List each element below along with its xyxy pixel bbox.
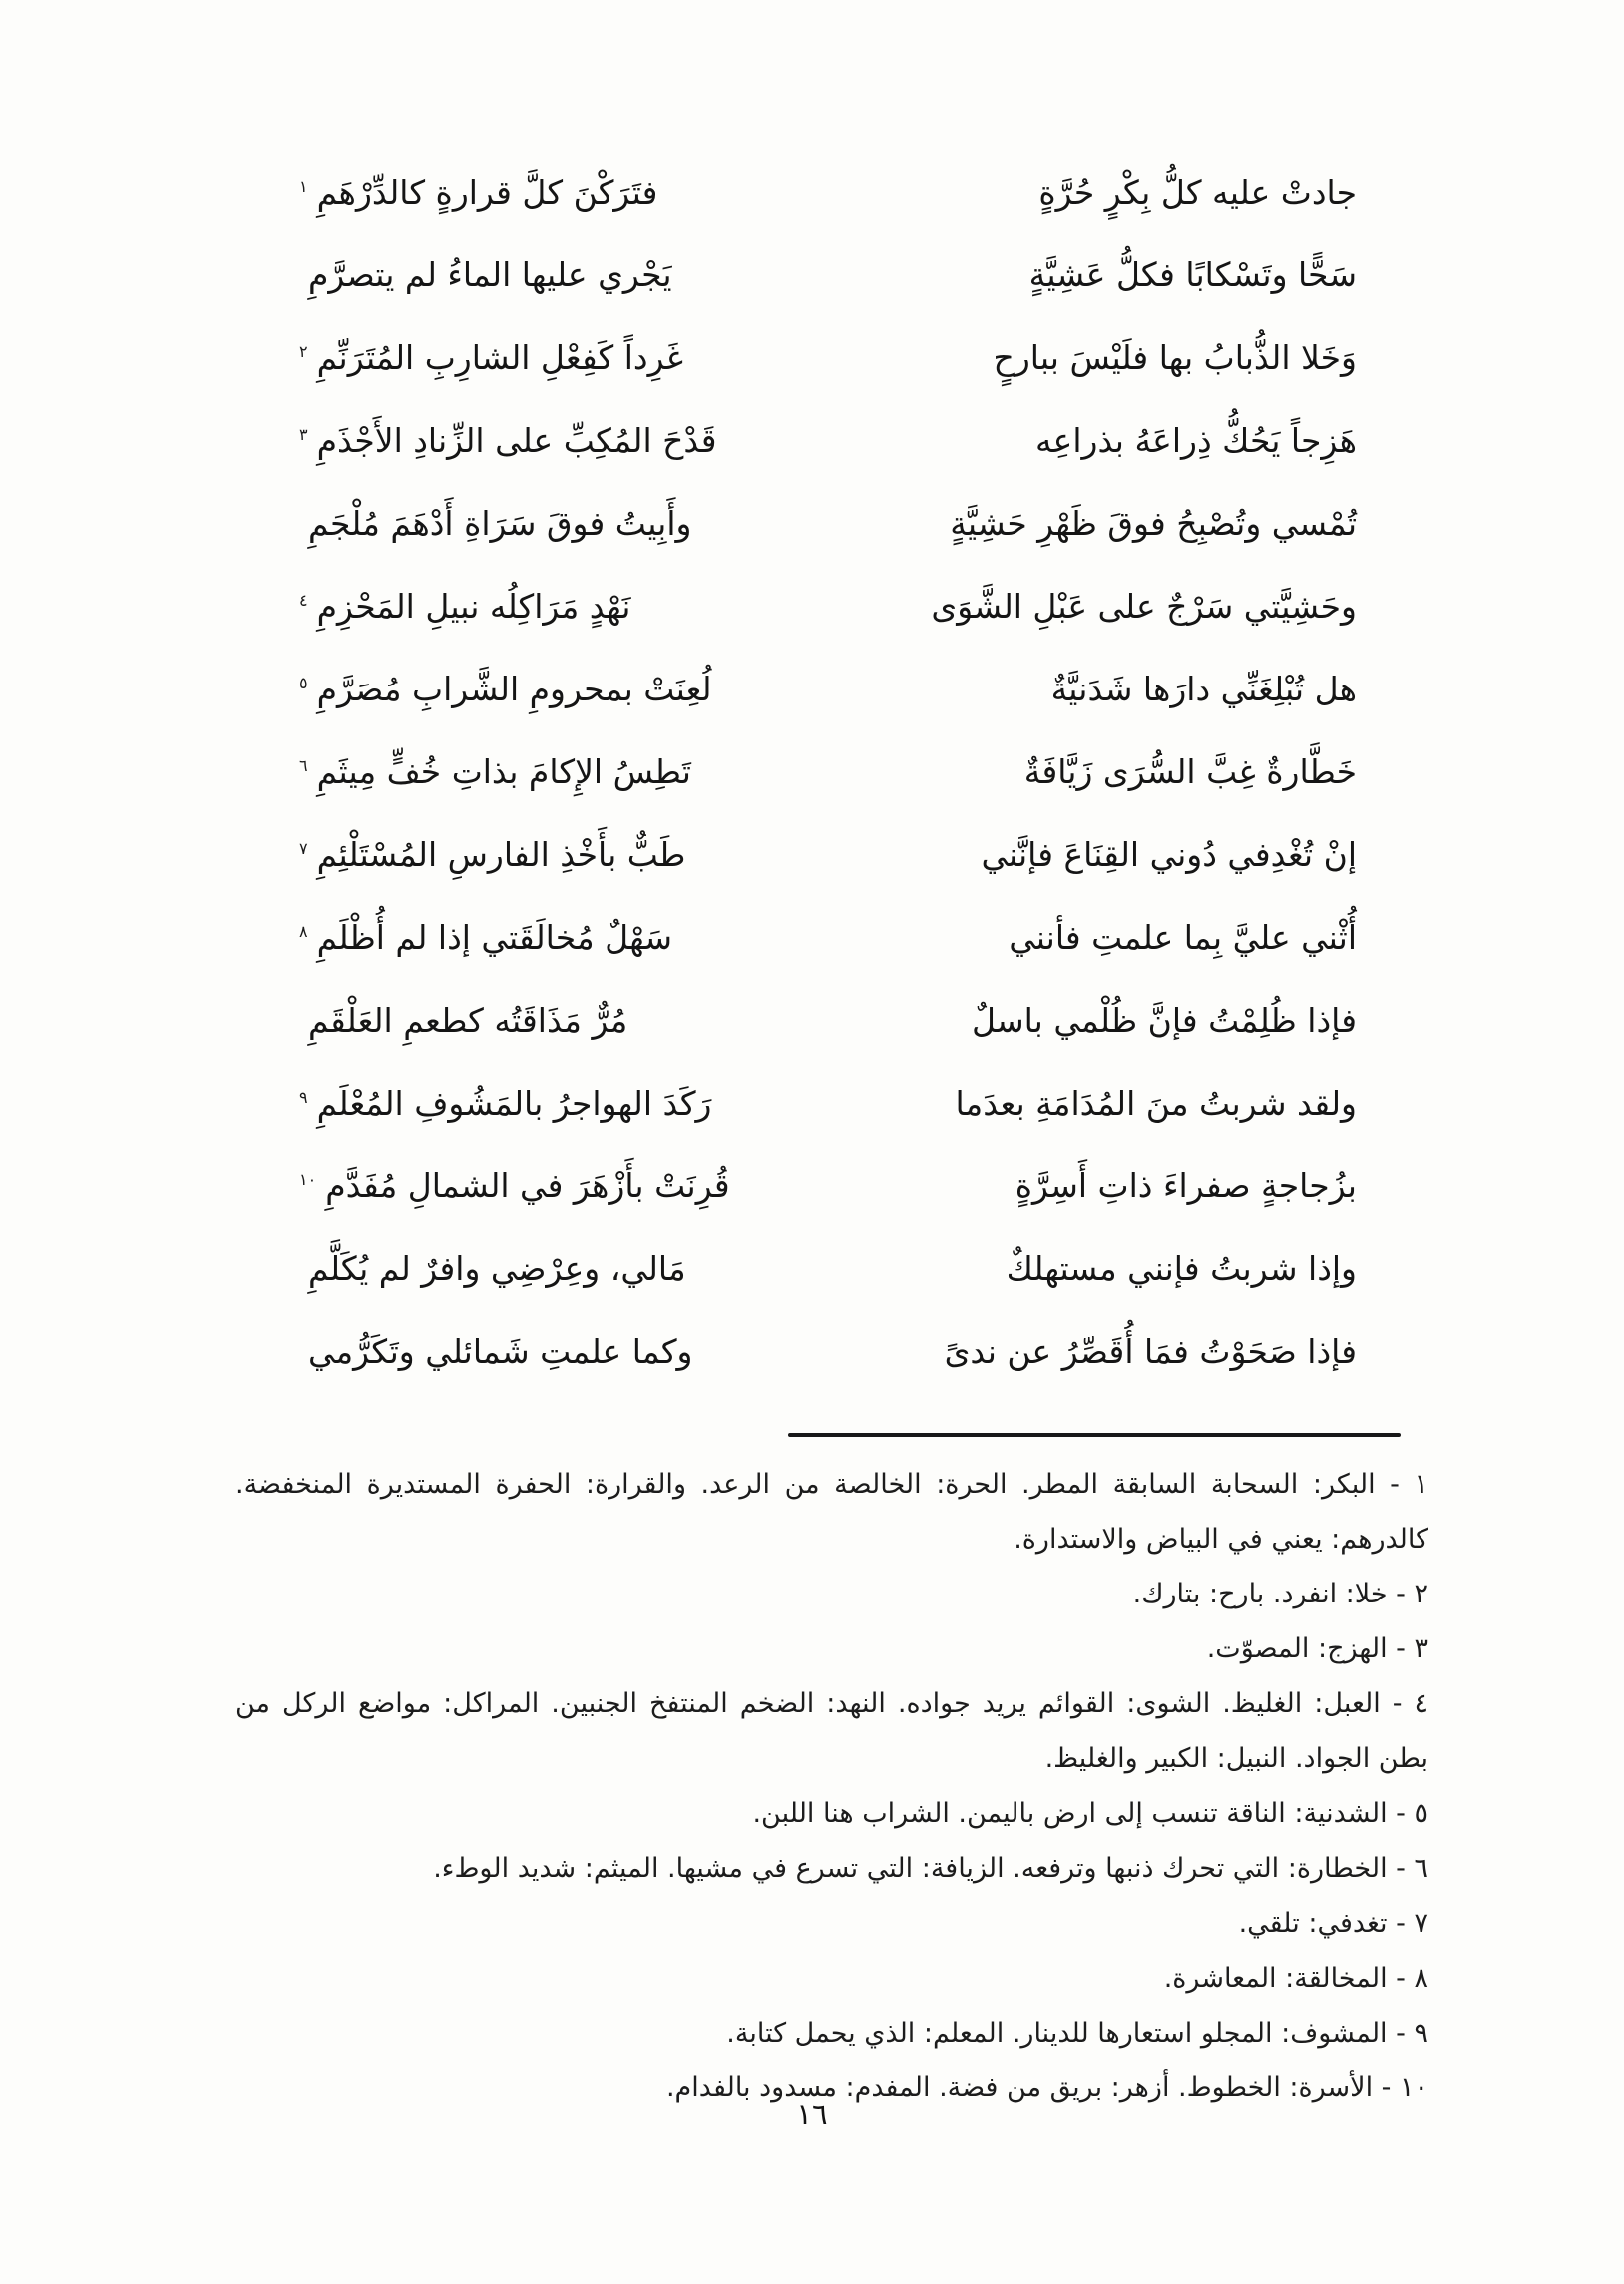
hemistich-text: لُعِنَتْ بمحرومِ الشَّرابِ مُصَرَّمِ	[316, 670, 712, 709]
hemistich-second	[299, 907, 672, 970]
footnote-marker: ٦	[299, 756, 308, 776]
footnote-marker: ٢	[299, 342, 308, 362]
hemistich-text: مُرٌّ مَذَاقَتُه كطعمِ العَلْقَمِ	[308, 1001, 628, 1041]
footnote-marker: ١٠	[299, 1170, 317, 1190]
hemistich-second	[299, 1321, 692, 1384]
hemistich-first: ولقد شربتُ منَ المُدَامَةِ بعدَما	[955, 1084, 1357, 1124]
hemistich-first: هل تُبْلِغَنِّي دارَها شَدَنيَّةٌ	[1050, 670, 1357, 709]
verse-row	[299, 234, 1357, 317]
hemistich-first: سَحًّا وتَسْكابًا فكلُّ عَشِيَّةٍ	[1028, 255, 1357, 295]
verse-row	[299, 1145, 1357, 1228]
hemistich-text: قَدْحَ المُكِبِّ على الزِّنادِ الأَجْذَمِ	[316, 421, 717, 461]
hemistich-first: وإذا شربتُ فإنني مستهلكٌ	[1006, 1249, 1357, 1289]
footnote-item: ٤ - العبل: الغليظ. الشوى: القوائم يريد جواده. النهد: الضخم المنتفخ الجنبين. المراكل: مواضع الركل من بطن الجواد. النبيل: الكبير والغليظ.	[235, 1688, 1428, 1774]
verse-row	[299, 731, 1357, 814]
footnote-item: ١٠ - الأسرة: الخطوط. أزهر: بريق من فضة. المفدم: مسدود بالفدام.	[665, 2072, 1428, 2103]
hemistich-first: فإذا صَحَوْتُ فمَا أُقَصِّرُ عن ندىً	[944, 1332, 1357, 1372]
verse-row	[299, 1311, 1357, 1394]
hemistich-text: وأَبِيتُ فوقَ سَرَاةِ أَدْهَمَ مُلْجَمِ	[308, 504, 692, 544]
footnote-marker: ٤	[299, 591, 308, 611]
hemistich-text: رَكَدَ الهواجرُ بالمَشُوفِ المُعْلَمِ	[316, 1084, 712, 1124]
hemistich-second	[299, 1155, 730, 1218]
hemistich-first: إنْ تُغْدِفي دُوني القِنَاعَ فإنَّني	[981, 835, 1357, 875]
footnote-marker: ٨	[299, 922, 308, 942]
hemistich-second	[299, 741, 691, 804]
hemistich-second	[299, 1073, 711, 1136]
hemistich-first: وَخَلا الذُّبابُ بها فلَيْسَ ببارحٍ	[993, 338, 1357, 378]
hemistich-first: تُمْسي وتُصْبِحُ فوقَ ظَهْرِ حَشِيَّةٍ	[950, 504, 1357, 544]
hemistich-second	[299, 244, 672, 307]
hemistich-first: بزُجاجةٍ صفراءَ ذاتِ أَسِرَّةٍ	[1015, 1166, 1357, 1206]
verse-row	[299, 897, 1357, 980]
verse-row	[299, 483, 1357, 566]
hemistich-text: طَبٌّ بأَخْذِ الفارسِ المُسْتَلْئِمِ	[316, 835, 686, 875]
hemistich-first: أُثْني عليَّ بِما علمتِ فأنني	[1009, 918, 1357, 958]
page-number: ١٦	[796, 2097, 828, 2131]
hemistich-first: فإذا ظُلِمْتُ فإنَّ ظُلْمي باسلٌ	[971, 1001, 1357, 1041]
footnote-marker: ١	[299, 177, 308, 197]
hemistich-first: جادتْ عليه كلُّ بِكْرٍ حُرَّةٍ	[1038, 173, 1357, 213]
footnote-item: ٥ - الشدنية: الناقة تنسب إلى ارض باليمن. الشراب هنا اللبن.	[752, 1798, 1428, 1829]
footnote-marker: ٣	[299, 425, 308, 445]
hemistich-first: وحَشِيَّتي سَرْجٌ على عَبْلِ الشَّوَى	[931, 587, 1357, 627]
footnote-item: ٣ - الهزج: المصوّت.	[1206, 1633, 1428, 1664]
footnote-item: ٢ - خلا: انفرد. بارح: بتارك.	[1132, 1579, 1428, 1609]
hemistich-second	[299, 1238, 686, 1301]
hemistich-second	[299, 493, 691, 556]
hemistich-second	[299, 162, 657, 225]
verse-row	[299, 566, 1357, 649]
hemistich-text: سَهْلٌ مُخالَقَتي إذا لم أُظْلَمِ	[316, 918, 673, 958]
hemistich-first: خَطَّارةٌ غِبَّ السُّرَى زَيَّافَةٌ	[1023, 752, 1357, 792]
hemistich-text: نَهْدٍ مَرَاكِلُه نبيلِ المَحْزِمِ	[316, 587, 631, 627]
verse-row	[299, 1063, 1357, 1145]
verse-row	[299, 317, 1357, 400]
footnote-marker: ٧	[299, 839, 308, 859]
verse-row	[299, 649, 1357, 731]
verse-row	[299, 400, 1357, 483]
footnote-item: ٧ - تغدفي: تلقي.	[1238, 1908, 1428, 1939]
footnote-item: ٨ - المخالقة: المعاشرة.	[1163, 1963, 1428, 1994]
hemistich-text: يَجْري عليها الماءُ لم يتصرَّمِ	[308, 255, 672, 295]
footnote-separator-rule	[788, 1433, 1401, 1437]
hemistich-text: فتَرَكْنَ كلَّ قرارةٍ كالدِّرْهَمِ	[316, 173, 658, 213]
hemistich-second	[299, 327, 683, 390]
verse-row	[299, 152, 1357, 234]
hemistich-second	[299, 410, 717, 473]
hemistich-text: وكما علمتِ شَمائلي وتَكَرُّمي	[308, 1332, 693, 1372]
hemistich-text: قُرِنَتْ بأَزْهَرَ في الشمالِ مُفَدَّمِ	[325, 1166, 730, 1206]
hemistich-second	[299, 576, 631, 639]
hemistich-text: غَرِداً كَفِعْلِ الشارِبِ المُتَرَنِّمِ	[316, 338, 684, 378]
verse-row	[299, 814, 1357, 897]
footnote-item: ٩ - المشوف: المجلو استعارها للدينار. المعلم: الذي يحمل كتابة.	[726, 2018, 1428, 2049]
hemistich-second	[299, 990, 627, 1053]
footnote-marker: ٩	[299, 1088, 308, 1108]
hemistich-first: هَزِجاً يَحُكُّ ذِراعَهُ بذراعِه	[1034, 421, 1357, 461]
footnotes-section	[235, 1457, 1428, 2115]
poem	[299, 152, 1357, 1394]
hemistich-text: مَالي، وعِرْضِي وافرٌ لم يُكَلَّمِ	[308, 1249, 686, 1289]
hemistich-second	[299, 824, 685, 887]
hemistich-text: تَطِسُ الإِكامَ بذاتِ خُفٍّ مِيثَمِ	[316, 752, 691, 792]
footnote-item: ١ - البكر: السحابة السابقة المطر. الحرة: الخالصة من الرعد. والقرارة: الحفرة المستديرة المنخفضة. كالدرهم: يعني في البياض والاستدارة.	[235, 1469, 1428, 1555]
footnote-item: ٦ - الخطارة: التي تحرك ذنبها وترفعه. الزيافة: التي تسرع في مشيها. الميثم: شديد الوطء.	[433, 1853, 1428, 1884]
hemistich-second	[299, 659, 712, 721]
verse-row	[299, 980, 1357, 1063]
verse-row	[299, 1228, 1357, 1311]
footnote-marker: ٥	[299, 674, 308, 693]
